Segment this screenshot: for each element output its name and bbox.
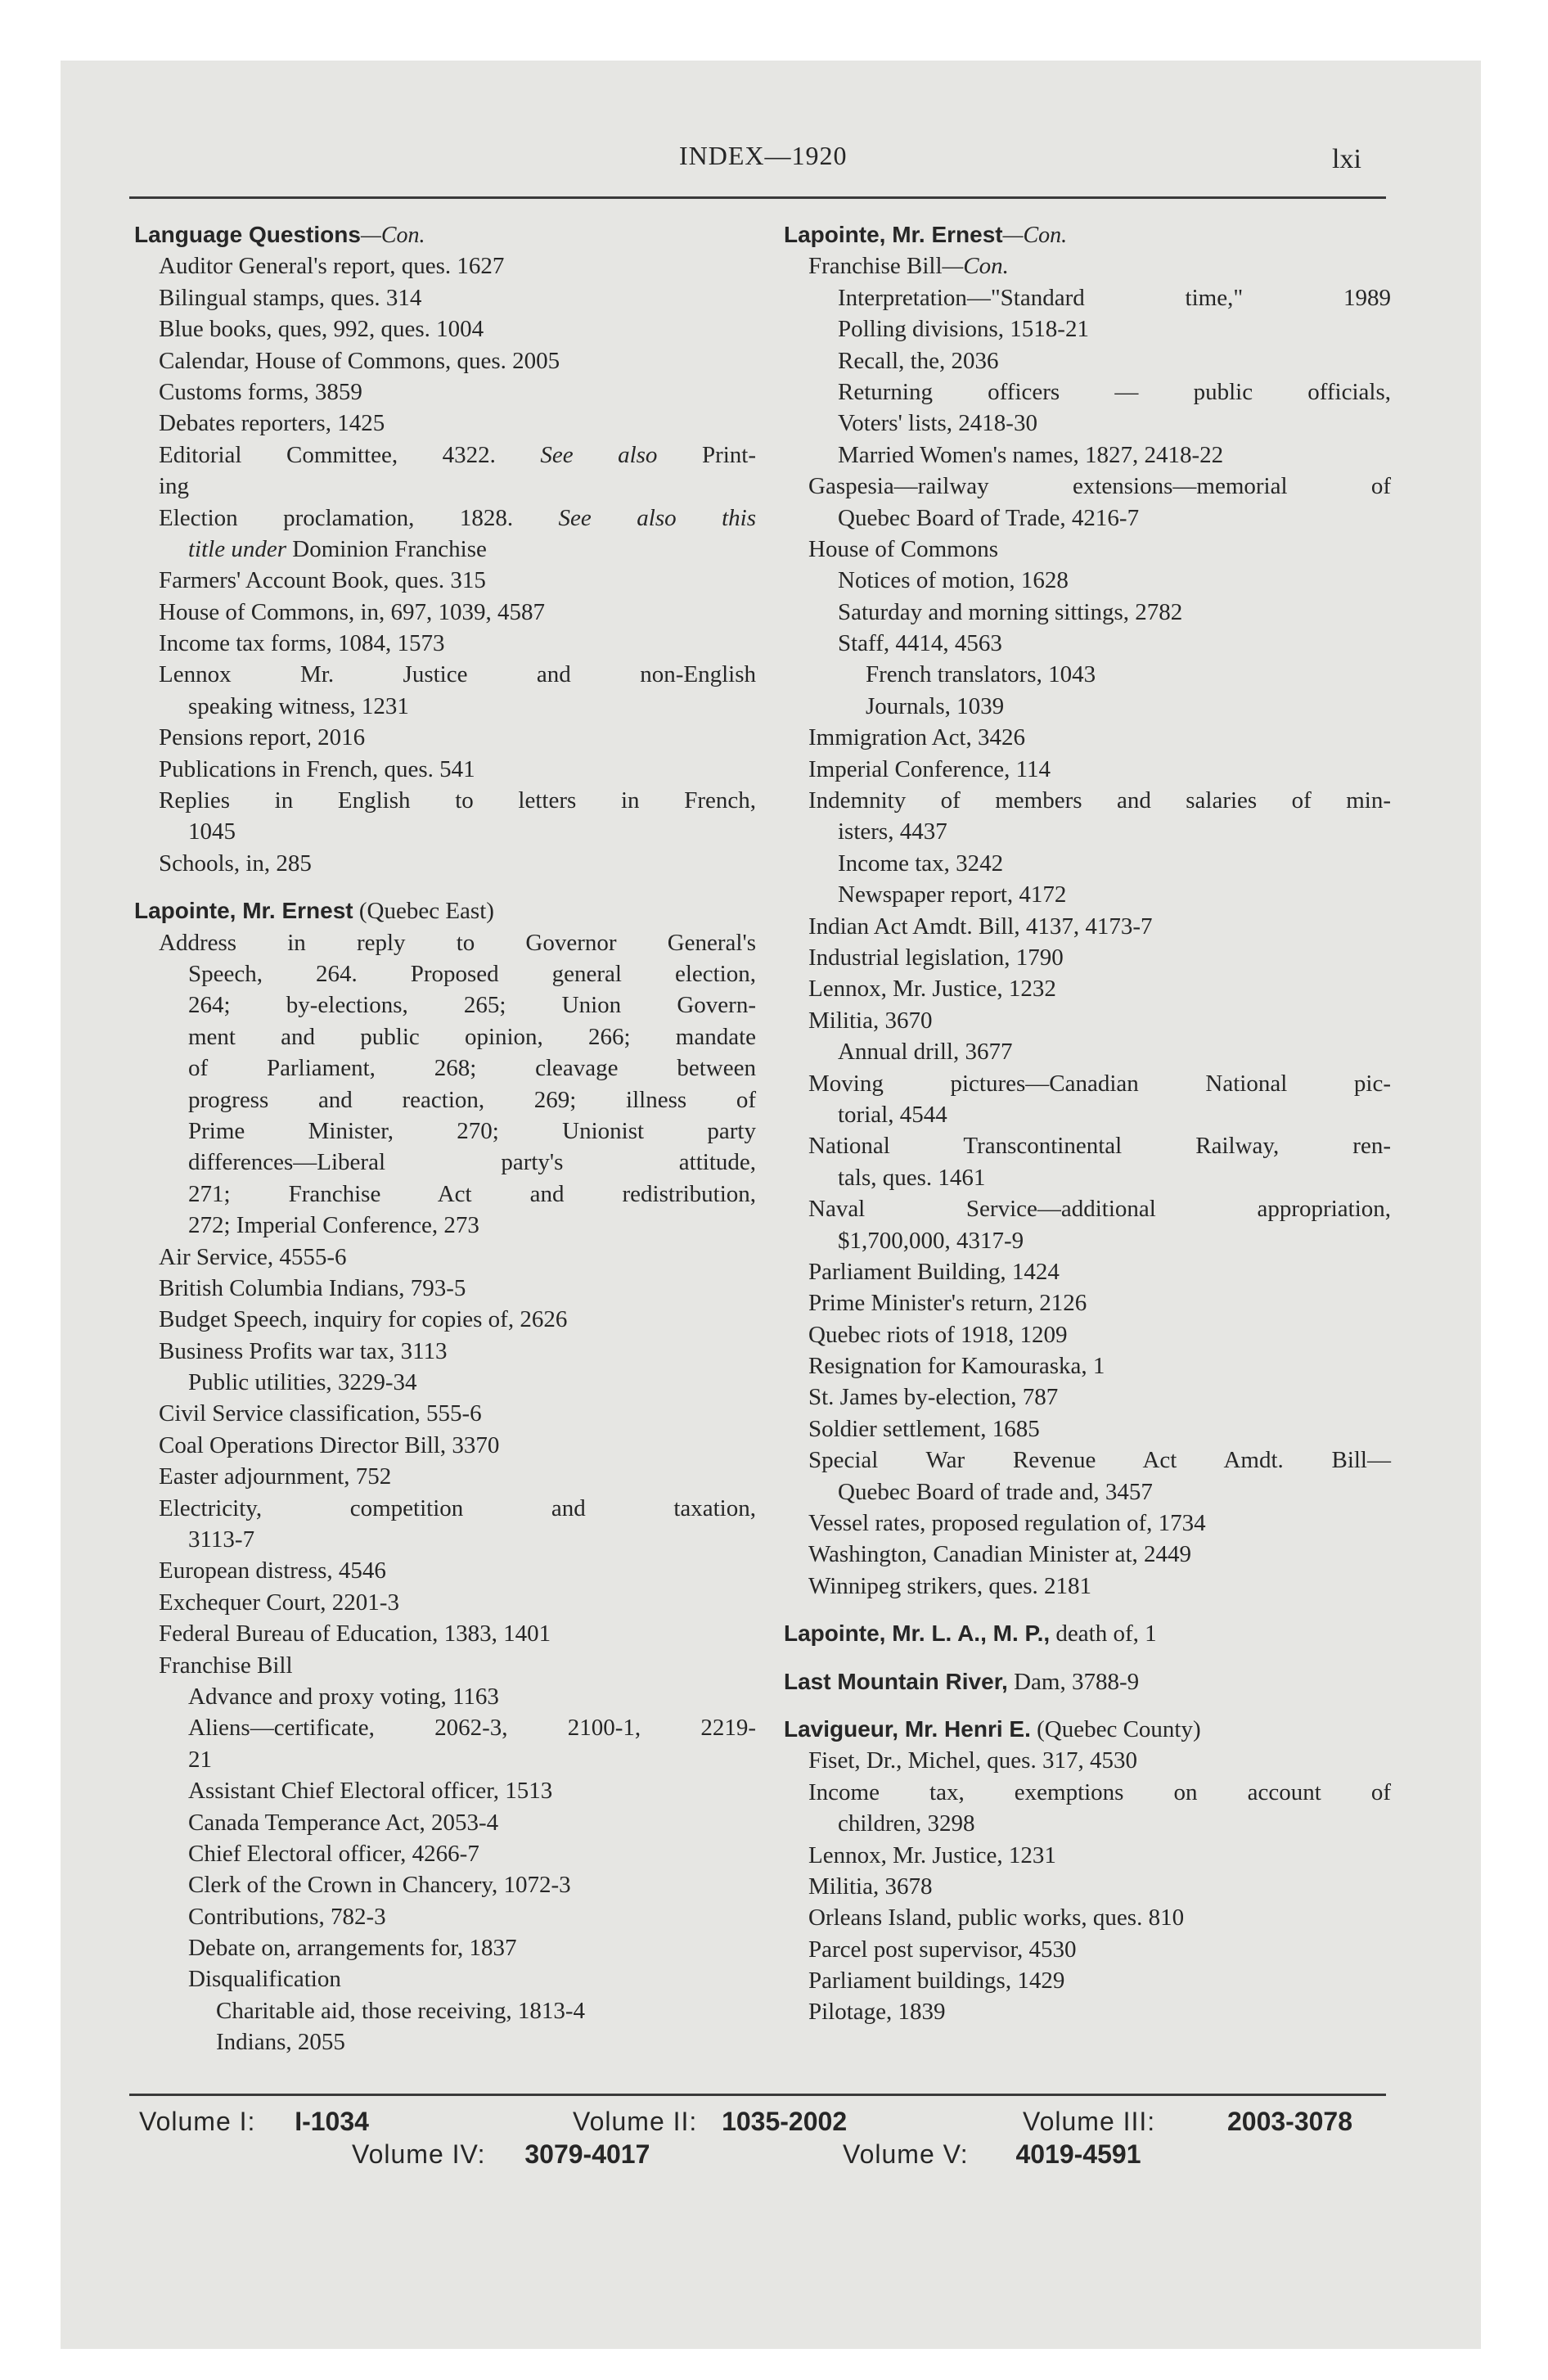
index-entry-line — [134, 1838, 756, 1869]
index-entry-line — [784, 1005, 1391, 1036]
entry-text: Immigration Act, 3426 — [808, 724, 1025, 751]
entry-text: differences—Liberal party's attitude, — [188, 1149, 756, 1176]
right-index-column — [784, 219, 1391, 2028]
index-entry-line — [784, 1256, 1391, 1287]
entry-text: Address in reply to Governor General's — [159, 929, 756, 956]
entry-text: Voters' lists, 2418-30 — [838, 410, 1037, 437]
entry-text: Income tax forms, 1084, 1573 — [159, 630, 445, 657]
heading-qualifier: (Quebec East) — [353, 898, 494, 925]
index-entry-line — [784, 911, 1391, 942]
index-entry-line — [134, 1084, 756, 1116]
page-number: lxi — [1332, 144, 1361, 174]
entry-text: Washington, Canadian Minister at, 2449 — [808, 1541, 1192, 1568]
entry-text: Indians, 2055 — [216, 2029, 345, 2056]
index-entry-line — [784, 1871, 1391, 1902]
index-entry-line — [784, 1413, 1391, 1445]
index-entry-line — [784, 1162, 1391, 1193]
index-entry-line — [784, 1934, 1391, 1965]
index-entry-line — [784, 1571, 1391, 1602]
volume-range: I-1034 — [295, 2107, 369, 2136]
entry-text: Schools, in, 285 — [159, 850, 312, 877]
entry-text: Canada Temperance Act, 2053-4 — [188, 1809, 499, 1836]
index-entry-line — [134, 1210, 756, 1241]
volume-label: Volume IV: — [352, 2139, 486, 2169]
entry-text: Resignation for Kamouraska, 1 — [808, 1353, 1105, 1380]
index-entry-line — [134, 282, 756, 313]
index-entry-line — [784, 1840, 1391, 1871]
index-entry-line — [784, 282, 1391, 313]
index-entry-line — [134, 1712, 756, 1743]
index-entry-line — [134, 565, 756, 596]
entry-text: Industrial legislation, 1790 — [808, 944, 1064, 971]
entry-text: Special War Revenue Act Amdt. Bill— — [808, 1447, 1391, 1474]
entry-text: Replies in English to letters in French, — [159, 787, 756, 814]
entry-text: Indemnity of members and salaries of min- — [808, 787, 1391, 814]
index-entry-line — [134, 1901, 756, 1932]
entry-text: Disqualification — [188, 1966, 341, 1993]
index-entry-line — [784, 785, 1391, 816]
entry-text: Pensions report, 2016 — [159, 724, 366, 751]
index-entry-line — [134, 989, 756, 1021]
index-entry-line — [134, 1273, 756, 1304]
index-entry-line — [784, 1287, 1391, 1318]
entry-text: 272; Imperial Conference, 273 — [188, 1212, 479, 1239]
italic-reference: See also — [540, 441, 658, 468]
heading-name: Last Mountain River, — [784, 1668, 1008, 1694]
index-entry-line — [784, 1445, 1391, 1476]
index-heading — [784, 1618, 1391, 1649]
index-entry-line — [784, 1382, 1391, 1413]
entry-text: Polling divisions, 1518-21 — [838, 316, 1089, 343]
index-entry-line — [134, 1021, 756, 1053]
index-entry-line — [784, 628, 1391, 659]
index-entry-line — [134, 659, 756, 690]
entry-text: Journals, 1039 — [866, 692, 1005, 719]
entry-text: Electricity, competition and taxation, — [159, 1494, 756, 1521]
index-entry-line — [134, 1869, 756, 1900]
index-entry-line — [134, 1524, 756, 1555]
index-entry-line — [784, 408, 1391, 439]
entry-text: House of Commons, in, 697, 1039, 4587 — [159, 598, 546, 625]
volume-2-ref — [573, 2107, 847, 2137]
entry-text: Lennox, Mr. Justice, 1231 — [808, 1841, 1056, 1868]
entry-text: St. James by-election, 787 — [808, 1384, 1059, 1411]
index-entry-line — [134, 1807, 756, 1838]
entry-text: Publications in French, ques. 541 — [159, 755, 475, 782]
entry-text: Print- — [657, 441, 756, 468]
index-entry-line — [134, 1116, 756, 1147]
entry-text: Lennox Mr. Justice and non-English — [159, 661, 756, 688]
entry-text: Debates reporters, 1425 — [159, 410, 385, 437]
running-head: INDEX—1920 — [679, 141, 848, 170]
entry-text: Militia, 3670 — [808, 1007, 933, 1034]
index-entry-line — [784, 722, 1391, 753]
entry-text: ment and public opinion, 266; mandate — [188, 1023, 756, 1050]
entry-text: progress and reaction, 269; illness of — [188, 1086, 756, 1113]
volume-label: Volume II: — [573, 2107, 698, 2136]
entry-text: Clerk of the Crown in Chancery, 1072-3 — [188, 1872, 571, 1899]
index-entry-line — [134, 1179, 756, 1210]
entry-text: Auditor General's report, ques. 1627 — [159, 253, 505, 280]
index-entry-line — [134, 848, 756, 879]
index-entry-line — [784, 816, 1391, 847]
entry-text: 3113-7 — [188, 1526, 255, 1553]
index-entry-line — [134, 1336, 756, 1367]
entry-text: torial, 4544 — [838, 1101, 947, 1128]
index-entry-line — [134, 597, 756, 628]
heading-name: Lapointe, Mr. Ernest — [784, 222, 1003, 247]
entry-text: Imperial Conference, 114 — [808, 755, 1051, 782]
index-entry-line — [134, 439, 756, 471]
index-entry-line — [134, 313, 756, 345]
index-entry-line — [134, 1932, 756, 1963]
footer-rule — [129, 2094, 1386, 2096]
entry-text: Married Women's names, 1827, 2418-22 — [838, 441, 1224, 468]
index-entry-line — [134, 1744, 756, 1775]
entry-text: French translators, 1043 — [866, 661, 1096, 688]
italic-reference: title under — [188, 535, 287, 562]
entry-text: Budget Speech, inquiry for copies of, 2626 — [159, 1306, 568, 1333]
index-entry-line — [134, 1681, 756, 1712]
entry-text: Pilotage, 1839 — [808, 1999, 946, 2026]
entry-text: Calendar, House of Commons, ques. 2005 — [159, 347, 560, 374]
entry-text: Saturday and morning sittings, 2782 — [838, 598, 1183, 625]
entry-text: speaking witness, 1231 — [188, 692, 409, 719]
index-entry-line — [134, 1430, 756, 1461]
entry-text: Easter adjournment, 752 — [159, 1463, 392, 1490]
index-entry-line — [134, 1461, 756, 1492]
entry-text: Contributions, 782-3 — [188, 1903, 386, 1930]
entry-text: Advance and proxy voting, 1163 — [188, 1683, 499, 1710]
entry-text: Public utilities, 3229-34 — [188, 1369, 417, 1396]
entry-text: Election proclamation, 1828. — [159, 504, 559, 531]
index-entry-line — [134, 1398, 756, 1429]
volume-4-ref — [352, 2139, 650, 2170]
index-entry-line — [134, 722, 756, 753]
entry-text: Franchise Bill — [808, 253, 943, 280]
entry-text: Editorial Committee, 4322. — [159, 441, 541, 468]
index-entry-line — [784, 1036, 1391, 1067]
entry-text: Exchequer Court, 2201-3 — [159, 1589, 399, 1616]
index-entry-line — [134, 754, 756, 785]
entry-text: Aliens—certificate, 2062-3, 2100-1, 2219- — [188, 1715, 756, 1742]
entry-text: tals, ques. 1461 — [838, 1164, 986, 1191]
volume-label: Volume V: — [843, 2139, 969, 2169]
index-entry-line — [784, 376, 1391, 408]
index-entry-line — [134, 1242, 756, 1273]
entry-text: Parliament buildings, 1429 — [808, 1968, 1065, 1995]
index-entry-line — [134, 471, 756, 502]
index-entry-line — [784, 848, 1391, 879]
entry-text: Returning officers — public officials, — [838, 378, 1391, 405]
volume-5-ref — [843, 2139, 1141, 2170]
header-rule — [129, 196, 1386, 199]
index-entry-line — [784, 597, 1391, 628]
entry-text: Interpretation—"Standard time," 1989 — [838, 284, 1391, 311]
index-heading — [134, 219, 756, 250]
entry-text: of Parliament, 268; cleavage between — [188, 1055, 756, 1082]
entry-text: Farmers' Account Book, ques. 315 — [159, 567, 486, 594]
entry-text: British Columbia Indians, 793-5 — [159, 1274, 466, 1301]
index-entry-line — [784, 691, 1391, 722]
entry-text: Newspaper report, 4172 — [838, 881, 1067, 908]
volume-range: 3079-4017 — [524, 2139, 650, 2169]
volume-range: 1035-2002 — [722, 2107, 848, 2136]
index-entry-line — [134, 1963, 756, 1995]
entry-text: Notices of motion, 1628 — [838, 567, 1069, 594]
heading-name: Lapointe, Mr. L. A., M. P., — [784, 1620, 1051, 1647]
entry-text: Annual drill, 3677 — [838, 1039, 1013, 1066]
index-heading — [784, 1714, 1391, 1745]
index-entry-line — [784, 1193, 1391, 1224]
index-entry-line — [784, 1350, 1391, 1382]
entry-text: Coal Operations Director Bill, 3370 — [159, 1431, 500, 1458]
continued-marker: —Con. — [360, 223, 425, 248]
index-entry-line — [784, 754, 1391, 785]
entry-text: isters, 4437 — [838, 818, 947, 845]
index-entry-line — [134, 628, 756, 659]
entry-text: Gaspesia—railway extensions—memorial of — [808, 473, 1391, 500]
index-entry-line — [134, 503, 756, 534]
index-entry-line — [134, 408, 756, 439]
index-entry-line — [134, 376, 756, 408]
entry-text: Franchise Bill — [159, 1652, 293, 1679]
index-entry-line — [784, 1539, 1391, 1570]
entry-text: European distress, 4546 — [159, 1557, 386, 1584]
index-entry-line — [134, 1618, 756, 1649]
left-index-column — [134, 219, 756, 2058]
entry-text: Quebec riots of 1918, 1209 — [808, 1321, 1068, 1348]
index-entry-line — [784, 534, 1391, 565]
index-entry-line — [134, 958, 756, 989]
entry-text: Charitable aid, those receiving, 1813-4 — [216, 1997, 585, 2024]
index-entry-line — [784, 503, 1391, 534]
entry-text: Blue books, ques, 992, ques. 1004 — [159, 316, 484, 343]
entry-text: $1,700,000, 4317-9 — [838, 1227, 1024, 1254]
entry-text: children, 3298 — [838, 1810, 975, 1837]
index-entry-line — [784, 1099, 1391, 1130]
italic-reference: See also this — [558, 504, 756, 531]
entry-text: Prime Minister, 270; Unionist party — [188, 1117, 756, 1144]
entry-text: Moving pictures—Canadian National pic- — [808, 1070, 1391, 1097]
index-entry-line — [784, 1068, 1391, 1099]
entry-text: Parliament Building, 1424 — [808, 1258, 1060, 1285]
index-entry-line — [134, 927, 756, 958]
entry-text: Business Profits war tax, 3113 — [159, 1337, 448, 1364]
index-entry-line — [134, 1493, 756, 1524]
index-entry-line — [134, 1650, 756, 1681]
volume-3-ref — [1023, 2107, 1352, 2137]
index-entry-line — [134, 1367, 756, 1398]
index-heading — [134, 895, 756, 926]
index-entry-line — [134, 1147, 756, 1178]
entry-text: Chief Electoral officer, 4266-7 — [188, 1840, 479, 1867]
index-entry-line — [784, 565, 1391, 596]
volume-label: Volume III: — [1023, 2107, 1156, 2136]
entry-text: Assistant Chief Electoral officer, 1513 — [188, 1778, 553, 1805]
index-entry-line — [134, 1053, 756, 1084]
index-entry-line — [784, 1996, 1391, 2027]
entry-text: Prime Minister's return, 2126 — [808, 1290, 1087, 1317]
index-heading — [784, 1666, 1391, 1697]
entry-text: Winnipeg strikers, ques. 2181 — [808, 1572, 1091, 1599]
index-entry-line — [784, 659, 1391, 690]
entry-text: 1045 — [188, 818, 236, 845]
index-entry-line — [784, 1745, 1391, 1776]
entry-text: Civil Service classification, 555-6 — [159, 1400, 482, 1427]
heading-qualifier: death of, 1 — [1050, 1620, 1157, 1648]
index-entry-line — [784, 1777, 1391, 1808]
entry-text: Federal Bureau of Education, 1383, 1401 — [159, 1620, 551, 1648]
index-entry-line — [784, 879, 1391, 910]
index-entry-line — [134, 345, 756, 376]
index-entry-line — [134, 1995, 756, 2026]
index-entry-line — [784, 345, 1391, 376]
index-entry-line — [784, 471, 1391, 502]
italic-reference: —Con. — [942, 253, 1009, 280]
entry-text: Dominion Franchise — [286, 535, 487, 562]
entry-text: Naval Service—additional appropriation, — [808, 1196, 1391, 1223]
entry-text: Soldier settlement, 1685 — [808, 1415, 1040, 1442]
index-entry-line — [134, 2026, 756, 2058]
entry-text: Vessel rates, proposed regulation of, 1734 — [808, 1510, 1206, 1537]
entry-text: Militia, 3678 — [808, 1873, 933, 1900]
entry-text: ing — [159, 473, 190, 500]
entry-text: Quebec Board of Trade, 4216-7 — [838, 504, 1140, 531]
index-entry-line — [784, 1808, 1391, 1839]
index-entry-line — [134, 691, 756, 722]
heading-name: Lavigueur, Mr. Henri E. — [784, 1715, 1031, 1742]
index-entry-line — [784, 313, 1391, 345]
index-entry-line — [784, 1225, 1391, 1256]
entry-text: Lennox, Mr. Justice, 1232 — [808, 976, 1056, 1003]
entry-text: Staff, 4414, 4563 — [838, 630, 1002, 657]
entry-text: Debate on, arrangements for, 1837 — [188, 1935, 517, 1962]
entry-text: National Transcontinental Railway, ren- — [808, 1133, 1391, 1160]
index-entry-line — [784, 250, 1391, 282]
index-entry-line — [784, 973, 1391, 1004]
entry-text: Speech, 264. Proposed general election, — [188, 960, 756, 987]
index-entry-line — [134, 1555, 756, 1586]
continued-marker: —Con. — [1002, 223, 1068, 248]
index-entry-line — [784, 1130, 1391, 1161]
index-entry-line — [134, 250, 756, 282]
index-entry-line — [784, 1319, 1391, 1350]
entry-text: Indian Act Amdt. Bill, 4137, 4173-7 — [808, 913, 1153, 940]
index-entry-line — [134, 816, 756, 847]
entry-text: 264; by-elections, 265; Union Govern- — [188, 992, 756, 1019]
entry-text: Bilingual stamps, ques. 314 — [159, 284, 422, 311]
heading-qualifier: (Quebec County) — [1030, 1715, 1201, 1742]
entry-text: Income tax, exemptions on account of — [808, 1778, 1391, 1805]
index-entry-line — [784, 1965, 1391, 1996]
index-entry-line — [784, 942, 1391, 973]
index-entry-line — [134, 785, 756, 816]
heading-name: Language Questions — [134, 222, 361, 247]
entry-text: Recall, the, 2036 — [838, 347, 999, 374]
entry-text: Customs forms, 3859 — [159, 378, 362, 405]
heading-qualifier: Dam, 3788-9 — [1007, 1668, 1140, 1695]
entry-text: Fiset, Dr., Michel, ques. 317, 4530 — [808, 1747, 1137, 1774]
entry-text: Parcel post supervisor, 4530 — [808, 1936, 1077, 1963]
index-entry-line — [134, 534, 756, 565]
index-entry-line — [784, 439, 1391, 471]
index-heading — [784, 219, 1391, 250]
entry-text: House of Commons — [808, 535, 998, 562]
index-entry-line — [784, 1476, 1391, 1508]
entry-text: Income tax, 3242 — [838, 850, 1004, 877]
volume-range: 4019-4591 — [1015, 2139, 1141, 2169]
volume-range: 2003-3078 — [1226, 2107, 1352, 2136]
index-entry-line — [134, 1304, 756, 1335]
entry-text: Air Service, 4555-6 — [159, 1243, 347, 1270]
heading-name: Lapointe, Mr. Ernest — [134, 898, 353, 924]
index-entry-line — [134, 1775, 756, 1806]
index-entry-line — [784, 1902, 1391, 1933]
volume-1-ref — [139, 2107, 369, 2137]
entry-text: 271; Franchise Act and redistribution, — [188, 1180, 756, 1207]
index-entry-line — [134, 1587, 756, 1618]
entry-text: Quebec Board of trade and, 3457 — [838, 1478, 1153, 1505]
volume-label: Volume I: — [139, 2107, 256, 2136]
index-entry-line — [784, 1508, 1391, 1539]
entry-text: 21 — [188, 1746, 212, 1773]
entry-text: Orleans Island, public works, ques. 810 — [808, 1904, 1185, 1931]
